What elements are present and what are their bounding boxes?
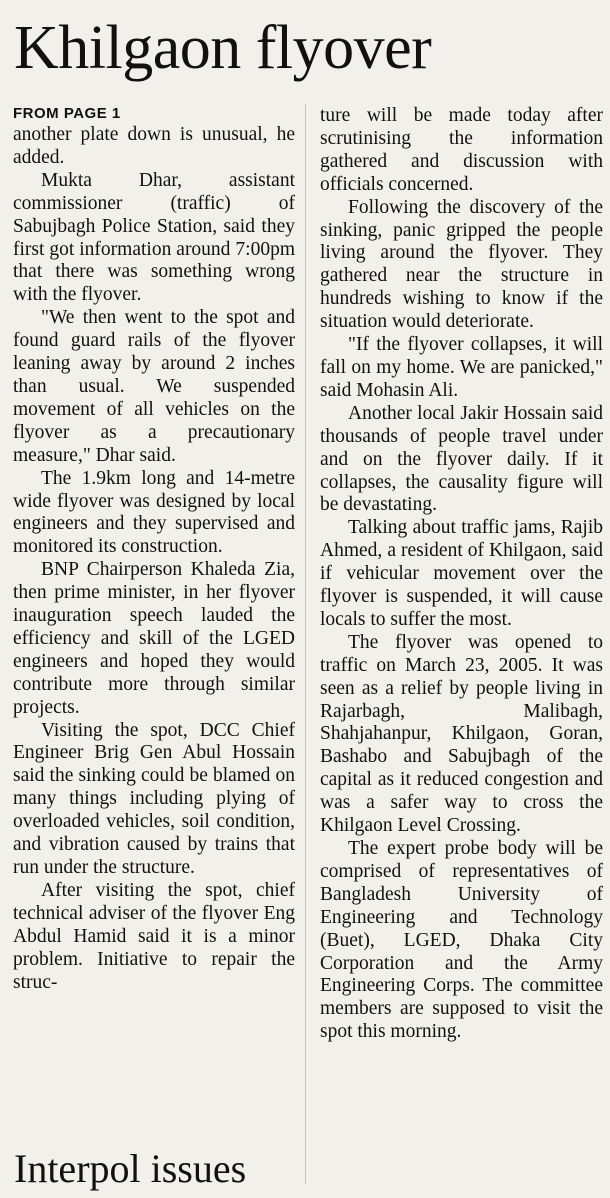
paragraph: BNP Chairperson Khaleda Zia, then prime minister, in her flyover inauguration speech lauded the efficiency and skill of the LGED engineers and hoped they would contribute more through similar projects. xyxy=(13,559,295,718)
headline: Khilgaon flyover xyxy=(14,14,432,82)
right-column xyxy=(320,105,603,1145)
paragraph: "We then went to the spot and found guard rails of the flyover leaning away by around 2 inches than usual. We suspended movement of all vehicles on the flyover as a precautionary measure," Dhar said. xyxy=(13,307,295,466)
paragraph: ture will be made today after scrutinising the information gathered and discussion with officials concerned. xyxy=(320,105,603,195)
left-column xyxy=(13,104,295,1144)
paragraph: Talking about traffic jams, Rajib Ahmed, a resident of Khilgaon, said if vehicular movement over the flyover is suspended, it will cause locals to suffer the most. xyxy=(320,517,603,630)
paragraph: After visiting the spot, chief technical adviser of the flyover Eng Abdul Hamid said it is a minor problem. Initiative to repair the struc- xyxy=(13,879,295,993)
paragraph: Another local Jakir Hossain said thousands of people travel under and on the flyover daily. If it collapses, the causality figure will be devastating. xyxy=(320,402,603,516)
paragraph: Following the discovery of the sinking, panic gripped the people living around the flyover. They gathered near the structure in hundreds wishing to know if the situation would deteriorate. xyxy=(320,196,603,333)
paragraph: Visiting the spot, DCC Chief Engineer Brig Gen Abul Hossain said the sinking could be blamed on many things including plying of overloaded vehicles, soil condition, and vibration caused by trains that run under the structure. xyxy=(13,719,295,878)
bottom-headline: Interpol issues xyxy=(14,1146,247,1191)
paragraph: "If the flyover collapses, it will fall on my home. We are panicked," said Mohasin Ali. xyxy=(320,334,603,401)
column-divider xyxy=(305,104,306,1184)
paragraph: The expert probe body will be comprised of representatives of Bangladesh University of Engineering and Technology (Buet), LGED, Dhaka City Corporation and the Army Engineering Corps. The committee members are supposed to visit the spot this morning. xyxy=(320,838,603,1043)
paragraph: The flyover was opened to traffic on March 23, 2005. It was seen as a relief by people living in Rajarbagh, Malibagh, Shahjahanpur, Khilgaon, Goran, Bashabo and Sabujbagh of the capital as it reduced congestion and was a safer way to cross the Khilgaon Level Crossing. xyxy=(320,631,603,837)
paragraph: another plate down is unusual, he added. xyxy=(13,124,295,168)
paragraph: The 1.9km long and 14-metre wide flyover was designed by local engineers and they supervised and monitored its construction. xyxy=(13,467,295,558)
paragraph: Mukta Dhar, assistant commissioner (traffic) of Sabujbagh Police Station, said they first got information around 7:00pm that there was something wrong with the flyover. xyxy=(13,169,295,306)
jump-label: FROM PAGE 1 xyxy=(13,105,121,122)
